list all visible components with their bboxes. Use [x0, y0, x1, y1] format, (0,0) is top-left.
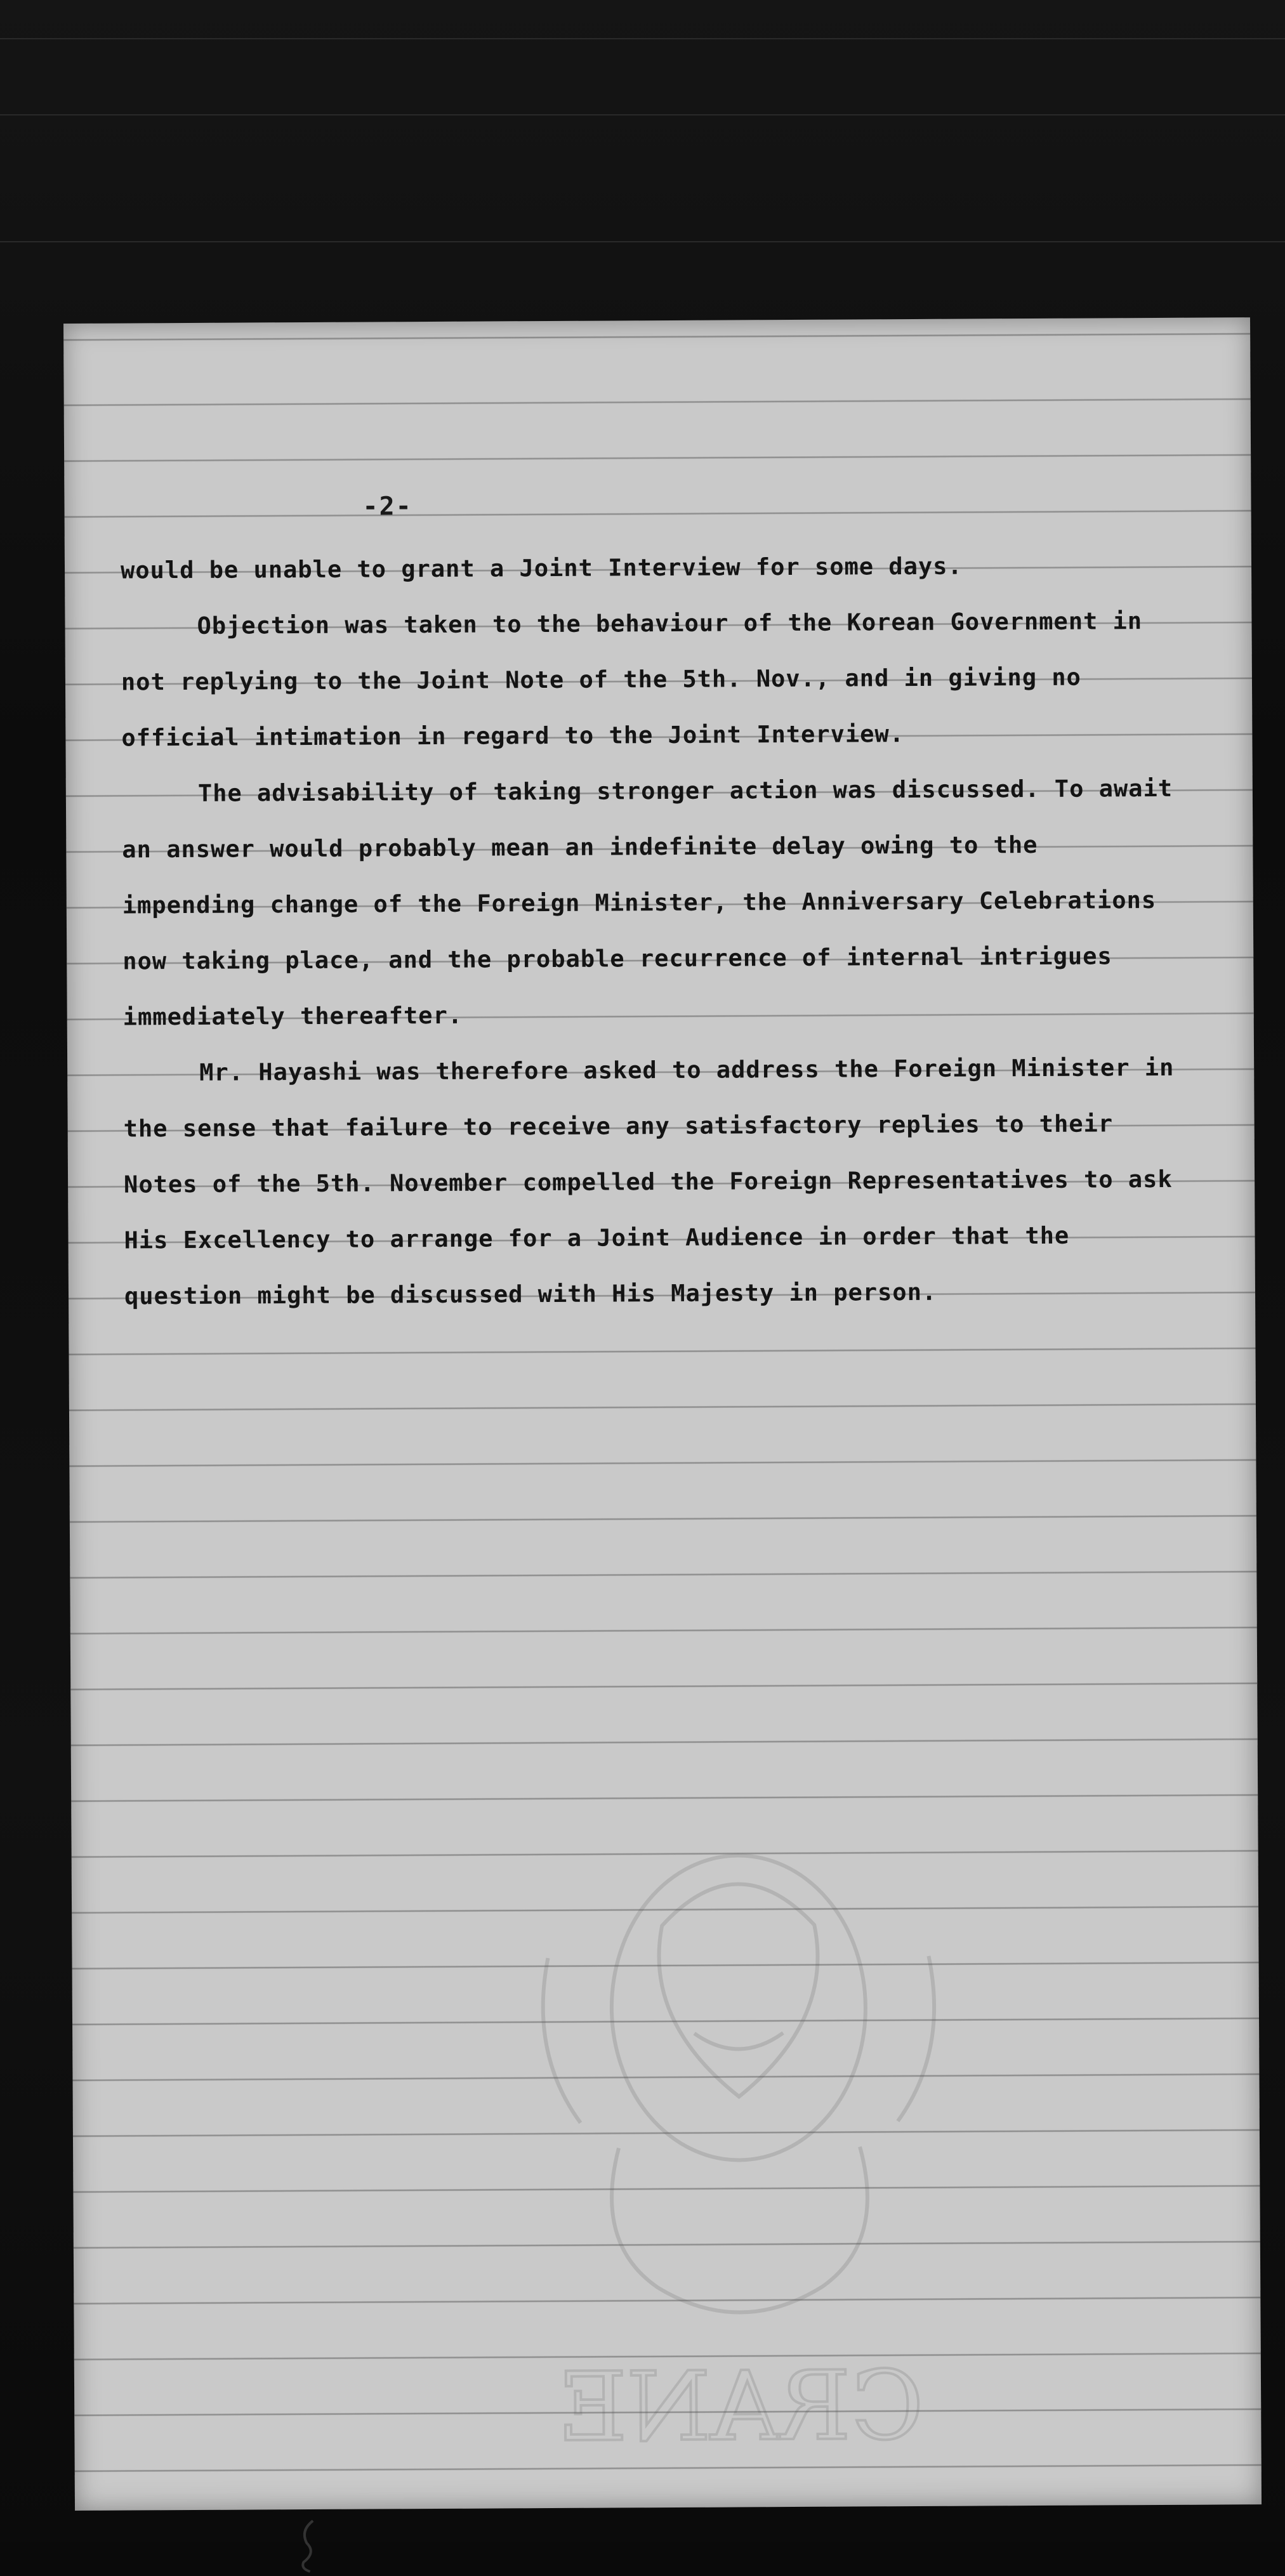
paragraph-3: The advisability of taking stronger action was discussed. To await an answer would probably mean an indefinite delay owing to the impending change of the Foreign Minister, the Anniversary Celebrations now taking place, and the probable recurrence of internal intrigues immediately thereafter. [122, 774, 1173, 1031]
paragraph-2: Objection was taken to the behaviour of the Korean Government in not replying to the Joint Note of the 5th. Nov., and in giving no official intimation in regard to the Joint Interview. [121, 607, 1143, 752]
page-number: -2- [362, 492, 412, 522]
document-page [63, 317, 1262, 2511]
film-scratch [0, 241, 1285, 242]
film-scratch [0, 114, 1285, 115]
watermark-crest-icon [452, 1765, 1027, 2498]
pen-mark-icon [287, 2518, 338, 2575]
svg-text:CRANE: CRANE [557, 2350, 925, 2463]
film-scratch [0, 38, 1285, 39]
paragraph-4: Mr. Hayashi was therefore asked to address the Foreign Minister in the sense that failure to receive any satisfactory replies to their Notes of the 5th. November compelled the Foreign Representatives to ask His Excellency to arrange for a Joint Audience in order that the question might be discussed with His Majesty in person. [123, 1053, 1175, 1310]
paragraph-1: would be unable to grant a Joint Interview for some days. [120, 552, 963, 584]
letter-body [121, 537, 1178, 1325]
